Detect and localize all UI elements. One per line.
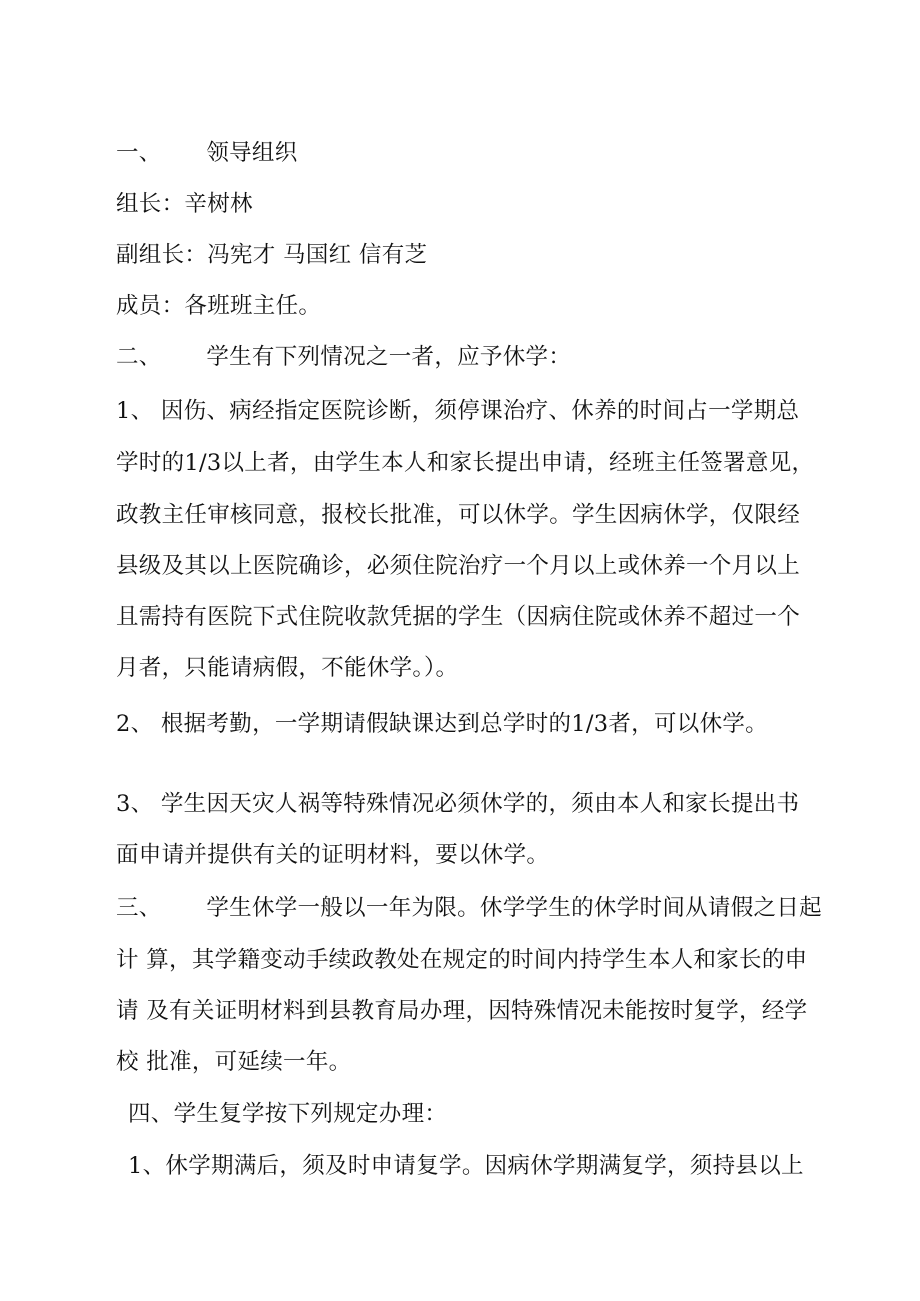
paragraph-line: 3、 学生因天灾人祸等特殊情况必须休学的，须由本人和家长提出书: [116, 791, 800, 817]
paragraph-line: 县级及其以上医院确诊，必须住院治疗一个月以上或休养一个月以上: [116, 553, 801, 579]
paragraph-line: 计 算，其学籍变动手续政教处在规定的时间内持学生本人和家长的申: [116, 947, 808, 973]
paragraph-line: 2、 根据考勤，一学期请假缺课达到总学时的1/3者，可以休学。: [116, 711, 768, 737]
paragraph-line: 请 及有关证明材料到县教育局办理，因特殊情况未能按时复学，经学: [116, 998, 808, 1024]
paragraph-line: 且需持有医院下式住院收款凭据的学生（因病住院或休养不超过一个: [116, 604, 801, 630]
paragraph-line: 1、 因伤、病经指定医院诊断，须停课治疗、休养的时间占一学期总: [116, 398, 800, 424]
section-heading-4: 四、学生复学按下列规定办理：: [128, 1101, 448, 1127]
deputy-leader-line: 副组长：冯宪才 马国红 信有芝: [116, 242, 428, 268]
leader-line: 组长：辛树林: [116, 191, 253, 217]
paragraph-line: 学时的1/3以上者，由学生本人和家长提出申请，经班主任签署意见，: [116, 450, 815, 476]
paragraph-line: 政教主任审核同意，报校长批准，可以休学。学生因病休学，仅限经: [116, 502, 801, 528]
paragraph-line: 1、休学期满后，须及时申请复学。因病休学期满复学，须持县以上: [128, 1153, 804, 1179]
section-heading-1: 一、 领导组织: [116, 140, 298, 166]
section-heading-2: 二、 学生有下列情况之一者，应予休学：: [116, 344, 572, 370]
members-line: 成员：各班班主任。: [116, 293, 322, 319]
section-heading-3: 三、 学生休学一般以一年为限。休学学生的休学时间从请假之日起: [116, 895, 822, 921]
paragraph-line: 面申请并提供有关的证明材料，要以休学。: [116, 842, 550, 868]
paragraph-line: 校 批准，可延续一年。: [116, 1049, 352, 1075]
paragraph-line: 月者，只能请病假，不能休学。）。: [116, 655, 459, 681]
